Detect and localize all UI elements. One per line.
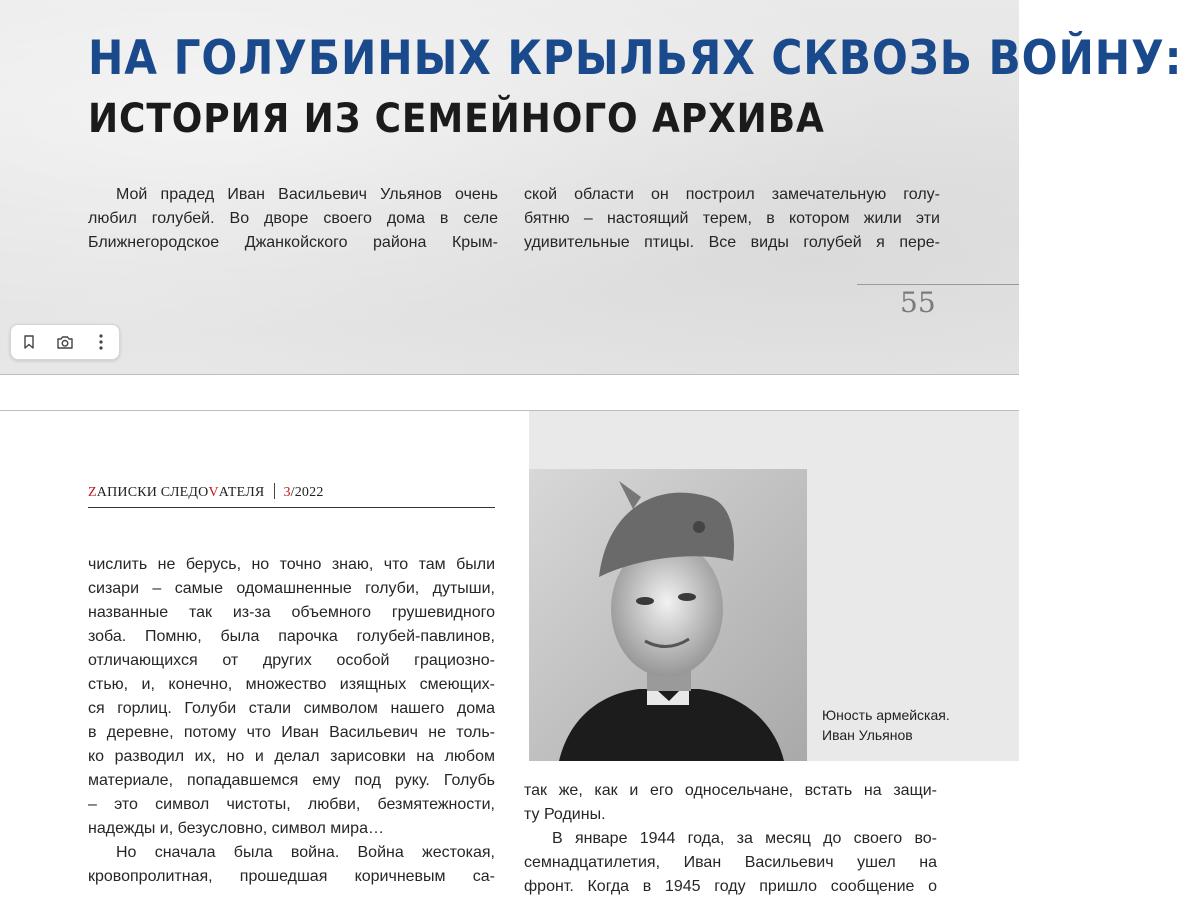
issue-year: /2022	[290, 485, 324, 500]
text-line: отличающихся от других особой грациозно-	[88, 652, 495, 669]
article-title-line2: ИСТОРИЯ ИЗ СЕМЕЙНОГО АРХИВА	[88, 96, 825, 142]
camera-search-icon	[55, 333, 75, 351]
page-55	[0, 0, 1182, 375]
bottom-text-column-left	[88, 553, 495, 889]
text-line: семнадцатилетия, Иван Васильевич ушел на	[524, 854, 937, 871]
text-line: В январе 1944 года, за месяц до своего во-	[552, 830, 937, 847]
caption-line: Юность армейская.	[822, 707, 950, 723]
issue-number: 3	[283, 485, 291, 500]
text-line: кровопролитная, прошедшая коричневым са-	[88, 868, 495, 885]
visual-search-button[interactable]	[50, 328, 80, 356]
text-line: надежды и, безусловно, символ мира…	[88, 820, 384, 837]
bottom-text-column-right	[524, 779, 937, 899]
page-number: 55	[900, 286, 936, 319]
journal-header	[88, 483, 324, 501]
caption-line: Иван Ульянов	[822, 727, 913, 743]
more-options-button[interactable]	[86, 328, 116, 356]
text-line: удивительные птицы. Все виды голубей я пере-	[524, 234, 940, 251]
header-rule	[88, 507, 495, 508]
portrait-photo	[529, 469, 807, 761]
text-line: ся горлиц. Голуби стали символом нашего дома	[88, 700, 495, 717]
journal-name-part1: АПИСКИ СЛЕДО	[96, 485, 209, 500]
top-text-column-right	[524, 183, 940, 255]
photo-caption	[822, 705, 950, 745]
text-line: стью, и, конечно, множество изящных смеющих-	[88, 676, 495, 693]
floating-toolbar	[10, 324, 120, 360]
bookmark-button[interactable]	[14, 328, 44, 356]
text-line: любил голубей. Во дворе своего дома в селе	[88, 210, 498, 227]
journal-name-v: V	[208, 485, 219, 500]
text-line: фронт. Когда в 1945 году пришло сообщение о	[524, 878, 937, 895]
text-line: ской области он построил замечательную голу-	[524, 186, 940, 203]
text-line: бятню – настоящий терем, в котором жили эти	[524, 210, 940, 227]
text-line: ко разводил их, но и делал зарисовки на любом	[88, 748, 495, 765]
text-line: материале, попадавшемся ему под руку. Голубь	[88, 772, 495, 789]
text-line: так же, как и его односельчане, встать на защи-	[524, 782, 937, 799]
article-title-line1: НА ГОЛУБИНЫХ КРЫЛЬЯХ СКВОЗЬ ВОЙНУ:	[88, 31, 1182, 86]
page-56	[0, 410, 1019, 907]
journal-name-part2: АТЕЛЯ	[218, 485, 265, 500]
top-text-column-left	[88, 183, 498, 255]
text-line: Ближнегородское Джанкойского района Крым-	[88, 234, 498, 251]
text-line: числить не берусь, но точно знаю, что там были	[88, 556, 495, 573]
page-number-rule	[857, 284, 1019, 285]
text-line: – это символ чистоты, любви, безмятежности,	[88, 796, 495, 813]
header-separator	[274, 483, 275, 499]
more-vertical-icon	[98, 333, 104, 351]
text-line: зоба. Помню, была парочка голубей-павлинов,	[88, 628, 495, 645]
text-line: сизари – самые одомашненные голуби, дутыши,	[88, 580, 495, 597]
bookmark-icon	[22, 334, 36, 350]
journal-name-z: Z	[88, 485, 97, 500]
portrait-illustration	[529, 469, 807, 761]
text-line: Но сначала была война. Война жестокая,	[116, 844, 495, 861]
text-line: в деревне, потому что Иван Васильевич не толь-	[88, 724, 495, 741]
text-line: Мой прадед Иван Васильевич Ульянов очень	[116, 186, 498, 203]
text-line: названные так из-за объемного грушевидного	[88, 604, 495, 621]
text-line: ту Родины.	[524, 806, 606, 823]
